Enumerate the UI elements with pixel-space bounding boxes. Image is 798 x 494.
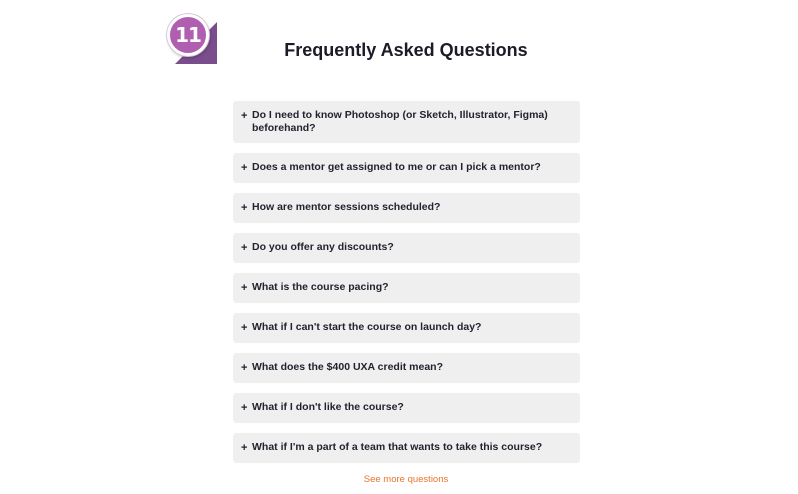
plus-icon: + — [241, 162, 248, 174]
faq-question: Do I need to know Photoshop (or Sketch, Illustrator, Figma) beforehand? — [252, 109, 548, 134]
faq-item-uxa-credit[interactable] — [233, 353, 580, 383]
faq-question: Do you offer any discounts? — [252, 241, 394, 253]
plus-icon: + — [241, 362, 248, 374]
faq-question: What if I can't start the course on launch day? — [252, 321, 482, 333]
faq-list — [233, 101, 580, 473]
plus-icon: + — [241, 402, 248, 414]
faq-item-discounts[interactable] — [233, 233, 580, 263]
faq-item-photoshop[interactable] — [233, 101, 580, 143]
faq-item-mentor-sessions[interactable] — [233, 193, 580, 223]
faq-item-course-pacing[interactable] — [233, 273, 580, 303]
faq-item-mentor-assignment[interactable] — [233, 153, 580, 183]
faq-question: What does the $400 UXA credit mean? — [252, 361, 443, 373]
faq-item-launch-day[interactable] — [233, 313, 580, 343]
plus-icon: + — [241, 282, 248, 294]
faq-question: What if I don't like the course? — [252, 401, 404, 413]
faq-question: Does a mentor get assigned to me or can I pick a mentor? — [252, 161, 541, 173]
plus-icon: + — [241, 242, 248, 254]
plus-icon: + — [241, 442, 248, 454]
faq-item-team[interactable] — [233, 433, 580, 463]
step-number: 11 — [167, 14, 209, 56]
plus-icon: + — [241, 110, 248, 122]
faq-question: What is the course pacing? — [252, 281, 389, 293]
plus-icon: + — [241, 202, 248, 214]
page-title: Frequently Asked Questions — [284, 40, 528, 60]
see-more-questions-link[interactable]: See more questions — [363, 474, 449, 485]
faq-question: How are mentor sessions scheduled? — [252, 201, 441, 213]
plus-icon: + — [241, 322, 248, 334]
faq-question: What if I'm a part of a team that wants to take this course? — [252, 441, 543, 453]
faq-item-dont-like[interactable] — [233, 393, 580, 423]
